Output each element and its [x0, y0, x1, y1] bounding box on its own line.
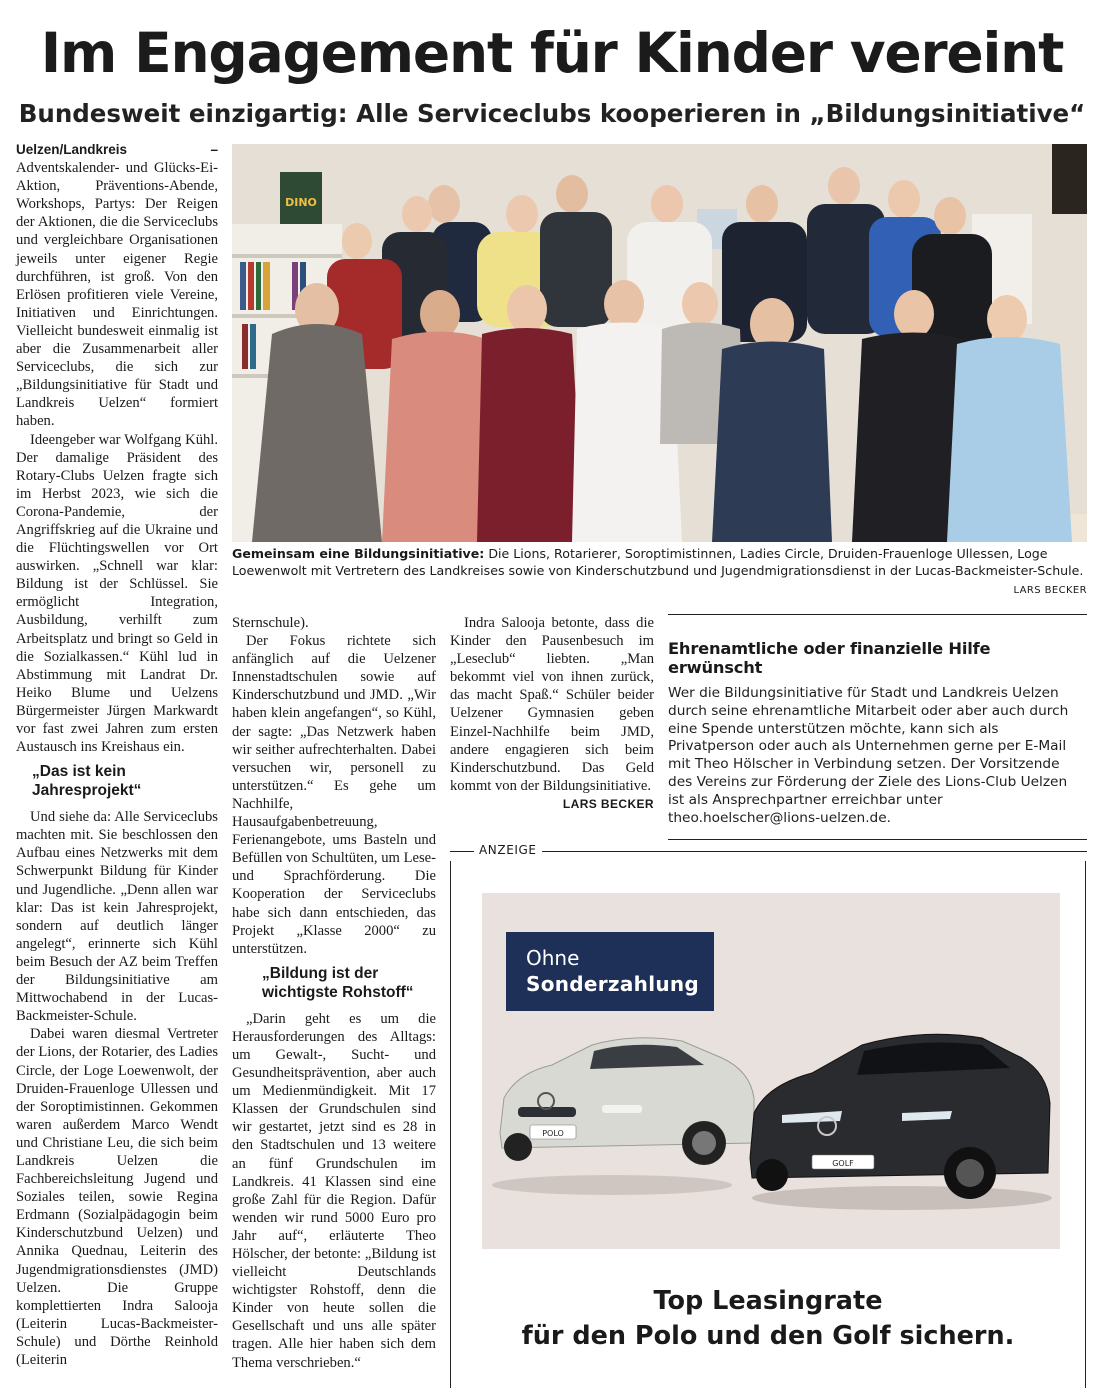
- caption-text: Die Lions, Rotarierer, Soroptimistinnen, Ladies Circle, Druiden-Frauenloge Ullessen, Loge Loewenwolt mit Vertretern des Landkreises sowie von Kinderschutzbund und Jugendmigrationsdienst in der Lucas-Backmeister-Schule.: [232, 546, 1084, 578]
- info-box-text: Wer die Bildungsinitiative für Stadt und Landkreis Uelzen durch seine ehrenamtliche Mitarbeit oder aber auch durch eine Spende unterstützen möchte, kann sich als Privatperson oder auch als Unternehmen gerne per E-Mail mit Theo Hölscher in Verbindung setzen. Der Vorsitzende des Vereins zur Förderung der Ziele des Lions-Club Uelzen ist als Ansprechpartner erreichbar unter theo.hoelscher@lions-uelzen.de.: [668, 685, 1069, 826]
- caption-lead: Gemeinsam eine Bildungsinitiative:: [232, 546, 485, 561]
- subline: Bundesweit einzigartig: Alle Serviceclubs kooperieren in „Bildungsinitiative“: [18, 99, 1086, 128]
- article-paragraph: Und siehe da: Alle Serviceclubs machten mit. Sie beschlossen den Aufbau eines Netzwerks mit dem Schwerpunkt Bildung für Kinder und Jugendliche. „Denn allen war klar: Das ist kein Jahresprojekt, sondern auf deutlich länger angelegt“, erinnerte sich Kühl beim Besuch der AZ beim Treffen der Bildungsinitiative am Mittwochabend in der Lucas-Backmeister-Schule.: [16, 809, 218, 1025]
- article-column-1: [16, 141, 218, 1369]
- subheading: „Bildung ist der wichtigste Rohstoff“: [262, 964, 414, 1001]
- group-photo-illustration: [232, 144, 1087, 542]
- book-label: DINO: [285, 196, 317, 209]
- article-column-2: [232, 614, 436, 1372]
- article-paragraph: Ideengeber war Wolfgang Kühl. Der damalige Präsident des Rotary-Clubs Uelzen fragte sich im Herbst 2023, wie sich die Corona-Pandemie, der Angriffskrieg auf die Ukraine und die Flüchtingswellen vor Ort auswirken. „Schnell war klar: Bildung ist der Schlüssel. Sie ermöglicht Integration, Ausbildung, verhilft zum Arbeitsplatz und bringt so Geld in die Sozialkassen.“ Kühl lud in Abstimmung mit Landrat Dr. Heiko Blume und Uelzens Bürgermeister Jürgen Markwardt vor fast zwei Jahren zum ersten Austausch ins Kreishaus ein.: [16, 431, 218, 756]
- polo-plate: POLO: [542, 1129, 564, 1138]
- article-paragraph: Indra Salooja betonte, dass die Kinder den Pausenbesuch im „Leseclub“ liebten. „Man bekommt viel von ihnen zurück, das macht Spaß.“ Schüler beider Uelzener Gymnasien geben Einzel-Nachhilfe beim JMD, andere engagieren sich beim Kinderschutzbund. Das Geld kommt von der Bildungsinitiative. LARS BECKER: [450, 614, 654, 795]
- article-paragraph: „Darin geht es um die Herausforderungen des Alltags: um Gewalt-, Sucht- und Gesundheitsprävention, aber auch um Medienmündigkeit. Mit 17 Klassen der Grundschulen sind wir gestartet, jetzt sind es 28 in den Stadtschulen und 13 weitere an fünf Grundschulen im Landkreis. 41 Klassen sind eine große Zahl für die Region. Dafür wenden wir rund 5000 Euro pro Jahr auf“, erläuterte Theo Hölscher, der betonte: „Bildung ist vielleicht Deutschlands wichtigster Rohstoff, denn die Kinder von heute sollen die Gesellschaft und uns alle später tragen. Alle hier haben sich dem Thema verschrieben.“: [232, 1010, 436, 1371]
- subheading: „Das ist kein Jahresprojekt“: [32, 763, 142, 800]
- ad-badge-line2: Sonderzahlung: [526, 972, 700, 996]
- group-photo: [232, 144, 1087, 542]
- ad-badge-line1: Ohne: [526, 946, 580, 970]
- photo-caption: [232, 545, 1087, 579]
- author-byline: LARS BECKER: [562, 796, 654, 811]
- ad-badge: [506, 932, 714, 1011]
- headline: Im Engagement für Kinder vereint: [40, 21, 1064, 85]
- ad-slogan-line2: für den Polo und den Golf sichern.: [521, 1321, 1015, 1351]
- ad-divider: [450, 851, 1087, 852]
- photo-credit: LARS BECKER: [1013, 585, 1087, 596]
- ad-label: ANZEIGE: [474, 843, 542, 857]
- article-paragraph: Sternschule).: [232, 615, 309, 631]
- article-paragraph: Der Fokus richtete sich anfänglich auf die Uelzener Innenstadtschulen sowie auf Kinderschutzbund und JMD. „Wir haben klein angefangen“, so Kühl, der sagte: „Das Netzwerk haben wir seither aufrechterhalten. Dabei versuchen wir, personell zu unterstützen.“ Es gehe um Nachhilfe, Hausaufgabenbetreuung, Ferienangebote, ums Basteln und Befüllen von Schultüten, um Lese- und Sprachförderung. Die Kooperation der Serviceclubs habe sich dann entschieden, das Projekt „Klasse 2000“ zu unterstützen.: [232, 633, 436, 957]
- ad-slogan-line1: Top Leasingrate: [653, 1286, 883, 1316]
- ad-slogan[interactable]: [450, 1284, 1086, 1354]
- article-paragraph: Dabei waren diesmal Vertreter der Lions, der Rotarier, des Ladies Circle, der Loge Loewenwolt, der Druiden-Frauenloge Ullessen und der Soroptimistinnen. Gekommen waren außerdem Marco Wendt und Christiane Leu, die sich beim Landkreis Uelzen die Fachbereichsleitung Jugend und Soziales teilen, sowie Regina Erdmann (Sozialpädagogin beim Kinderschutzbund Uelzen) und Annika Quednau, Leiterin des Jugendmigrationsdienstes (JMD) Uelzen. Die Gruppe komplettierten Indra Salooja (Leiterin Lucas-Backmeister-Schule) und Dörthe Reinhold (Leiterin: [16, 1026, 218, 1368]
- polo-car: [500, 1038, 754, 1165]
- info-box-title: Ehrenamtliche oder finanzielle Hilfe erwünscht: [668, 639, 991, 677]
- dateline: Uelzen/Landkreis –: [16, 142, 218, 157]
- golf-car: [750, 1034, 1050, 1199]
- golf-plate: GOLF: [832, 1159, 854, 1168]
- info-box: [668, 614, 1087, 840]
- article-paragraph: Uelzen/Landkreis – Adventskalender- und Glücks-Ei-Aktion, Präventions-Abende, Workshops, Partys: Der Reigen der Aktionen, die die Serviceclubs und vergleichbare Organisationen jeweils unter eigener Regie durchführen, ist groß. Von den Erlösen profitieren viele Vereine, Initiativen und Einrichtungen. Vielleicht bundesweit einmalig ist aber die Zusammenarbeit aller Serviceclubs, die sich zur „Bildungsinitiative für Stadt und Landkreis Uelzen“ formiert haben.: [16, 142, 218, 430]
- article-column-3: [450, 614, 654, 813]
